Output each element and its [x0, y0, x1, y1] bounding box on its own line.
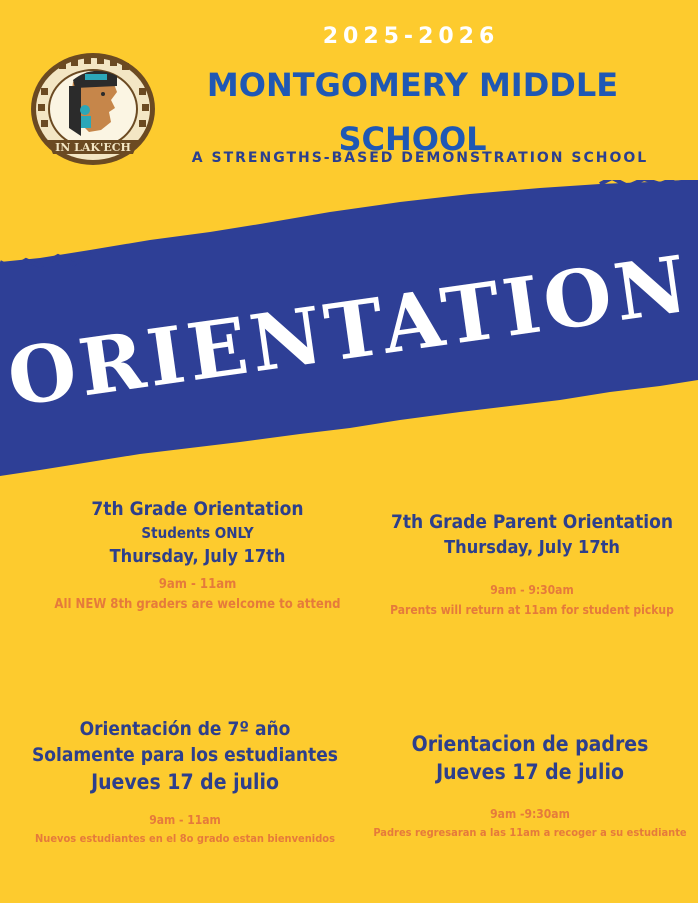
school-tagline: A STRENGTHS-BASED DEMONSTRATION SCHOOL: [191, 150, 649, 166]
section-time: 9am -9:30am: [490, 807, 570, 821]
section-date: Thursday, July 17th: [444, 537, 620, 558]
school-year: 2025-2026: [322, 24, 500, 49]
orientation-banner: [0, 180, 698, 480]
section-date: Thursday, July 17th: [109, 546, 286, 567]
grade7-orientation-es: [10, 716, 360, 848]
section-title: Orientación de 7º año: [79, 718, 291, 740]
section-time: 9am - 11am: [158, 577, 237, 592]
section-audience: Students ONLY: [141, 524, 254, 542]
section-note: Nuevos estudiantes en el 8o grado estan bienvenidos: [35, 832, 335, 845]
parent-orientation-es: [362, 730, 698, 842]
section-title: Orientacion de padres: [411, 732, 649, 756]
section-time: 9am - 11am: [149, 813, 221, 827]
section-audience: Solamente para los estudiantes: [31, 744, 338, 766]
section-note: Parents will return at 11am for student pickup: [390, 603, 674, 617]
school-name-line1: MONTGOMERY MIDDLE: [206, 66, 619, 104]
section-date: Jueves 17 de julio: [91, 770, 279, 794]
parent-orientation-en: [372, 510, 692, 620]
section-time: 9am - 9:30am: [490, 583, 574, 597]
grade7-orientation-en: [30, 497, 365, 615]
school-name-line2: SCHOOL: [338, 120, 487, 158]
banner-title: ORIENTATION: [2, 238, 697, 425]
section-note: All NEW 8th graders are welcome to attend: [54, 597, 341, 612]
section-title: 7th Grade Orientation: [91, 498, 304, 520]
seal-motto: IN LAK'ECH: [55, 141, 131, 154]
section-date: Jueves 17 de julio: [436, 760, 624, 784]
school-seal-logo: [29, 52, 157, 167]
section-note: Padres regresaran a las 11am a recoger a su estudiante: [373, 826, 687, 839]
section-title: 7th Grade Parent Orientation: [390, 511, 674, 533]
